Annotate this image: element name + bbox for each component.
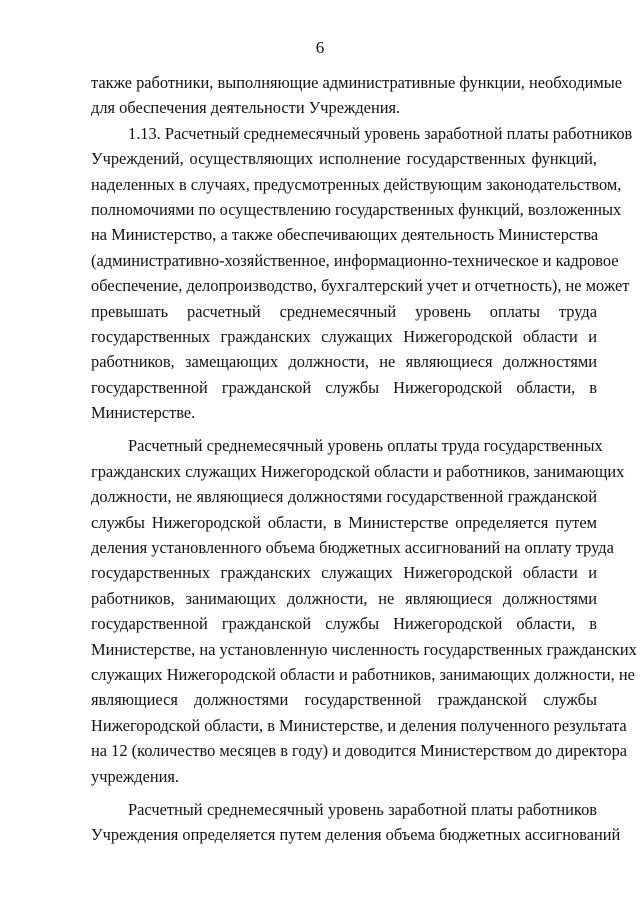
text-line: должности, не являющиеся должностями государственной гражданской xyxy=(91,487,597,507)
text-line: на Министерство, а также обеспечивающих деятельность Министерства xyxy=(91,225,599,245)
text-line: Министерстве. xyxy=(91,403,196,423)
text-line: 1.13. Расчетный среднемесячный уровень заработной платы работников xyxy=(128,123,633,143)
text-line: для обеспечения деятельности Учреждения. xyxy=(91,98,401,118)
page-number: 6 xyxy=(315,38,325,57)
paragraph xyxy=(91,121,633,426)
text-line: государственной гражданской службы Нижегородской области, в xyxy=(91,614,597,634)
text-line: наделенных в случаях, предусмотренных действующим законодательством, xyxy=(91,174,622,194)
text-line: обеспечение, делопроизводство, бухгалтерский учет и отчетность), не может xyxy=(91,276,630,296)
text-line: Расчетный среднемесячный уровень заработной платы работников xyxy=(128,799,597,819)
text-line: превышать расчетный среднемесячный уровень оплаты труда xyxy=(91,301,597,321)
text-line: деления установленного объема бюджетных ассигнований на оплату труда xyxy=(91,538,614,558)
text-line: на 12 (количество месяцев в году) и доводится Министерством до директора xyxy=(91,741,628,761)
text-line: государственной гражданской службы Нижегородской области, в xyxy=(91,377,597,397)
text-line: (административно-хозяйственное, информационно-техническое и кадровое xyxy=(91,250,619,270)
text-line: являющиеся должностями государственной гражданской службы xyxy=(91,690,597,710)
text-line: полномочиями по осуществлению государственных функций, возложенных xyxy=(91,199,622,219)
text-line: служащих Нижегородской области и работников, занимающих должности, не xyxy=(91,664,635,684)
text-line: службы Нижегородской области, в Министерстве определяется путем xyxy=(91,512,597,532)
text-line: Учреждений, осуществляющих исполнение государственных функций, xyxy=(91,149,597,169)
text-line: работников, занимающих должности, не являющиеся должностями xyxy=(91,588,597,608)
text-line: Министерстве, на установленную численность государственных гражданских xyxy=(91,639,637,659)
text-line: Расчетный среднемесячный уровень оплаты труда государственных xyxy=(128,436,603,456)
text-line: Нижегородской области, в Министерстве, и деления полученного результата xyxy=(91,715,627,735)
text-line: также работники, выполняющие административные функции, необходимые xyxy=(91,73,622,92)
text-line: государственных гражданских служащих Нижегородской области и xyxy=(91,563,597,583)
document-body xyxy=(91,70,637,848)
text-line: работников, замещающих должности, не являющиеся должностями xyxy=(91,352,597,372)
paragraph xyxy=(91,70,622,121)
text-line: учреждения. xyxy=(91,766,180,786)
text-line: государственных гражданских служащих Нижегородской области и xyxy=(91,326,597,346)
text-line: Учреждения определяется путем деления объема бюджетных ассигнований xyxy=(91,825,621,845)
paragraph xyxy=(91,797,621,848)
paragraph xyxy=(91,433,637,788)
text-line: гражданских служащих Нижегородской области и работников, занимающих xyxy=(91,461,625,481)
